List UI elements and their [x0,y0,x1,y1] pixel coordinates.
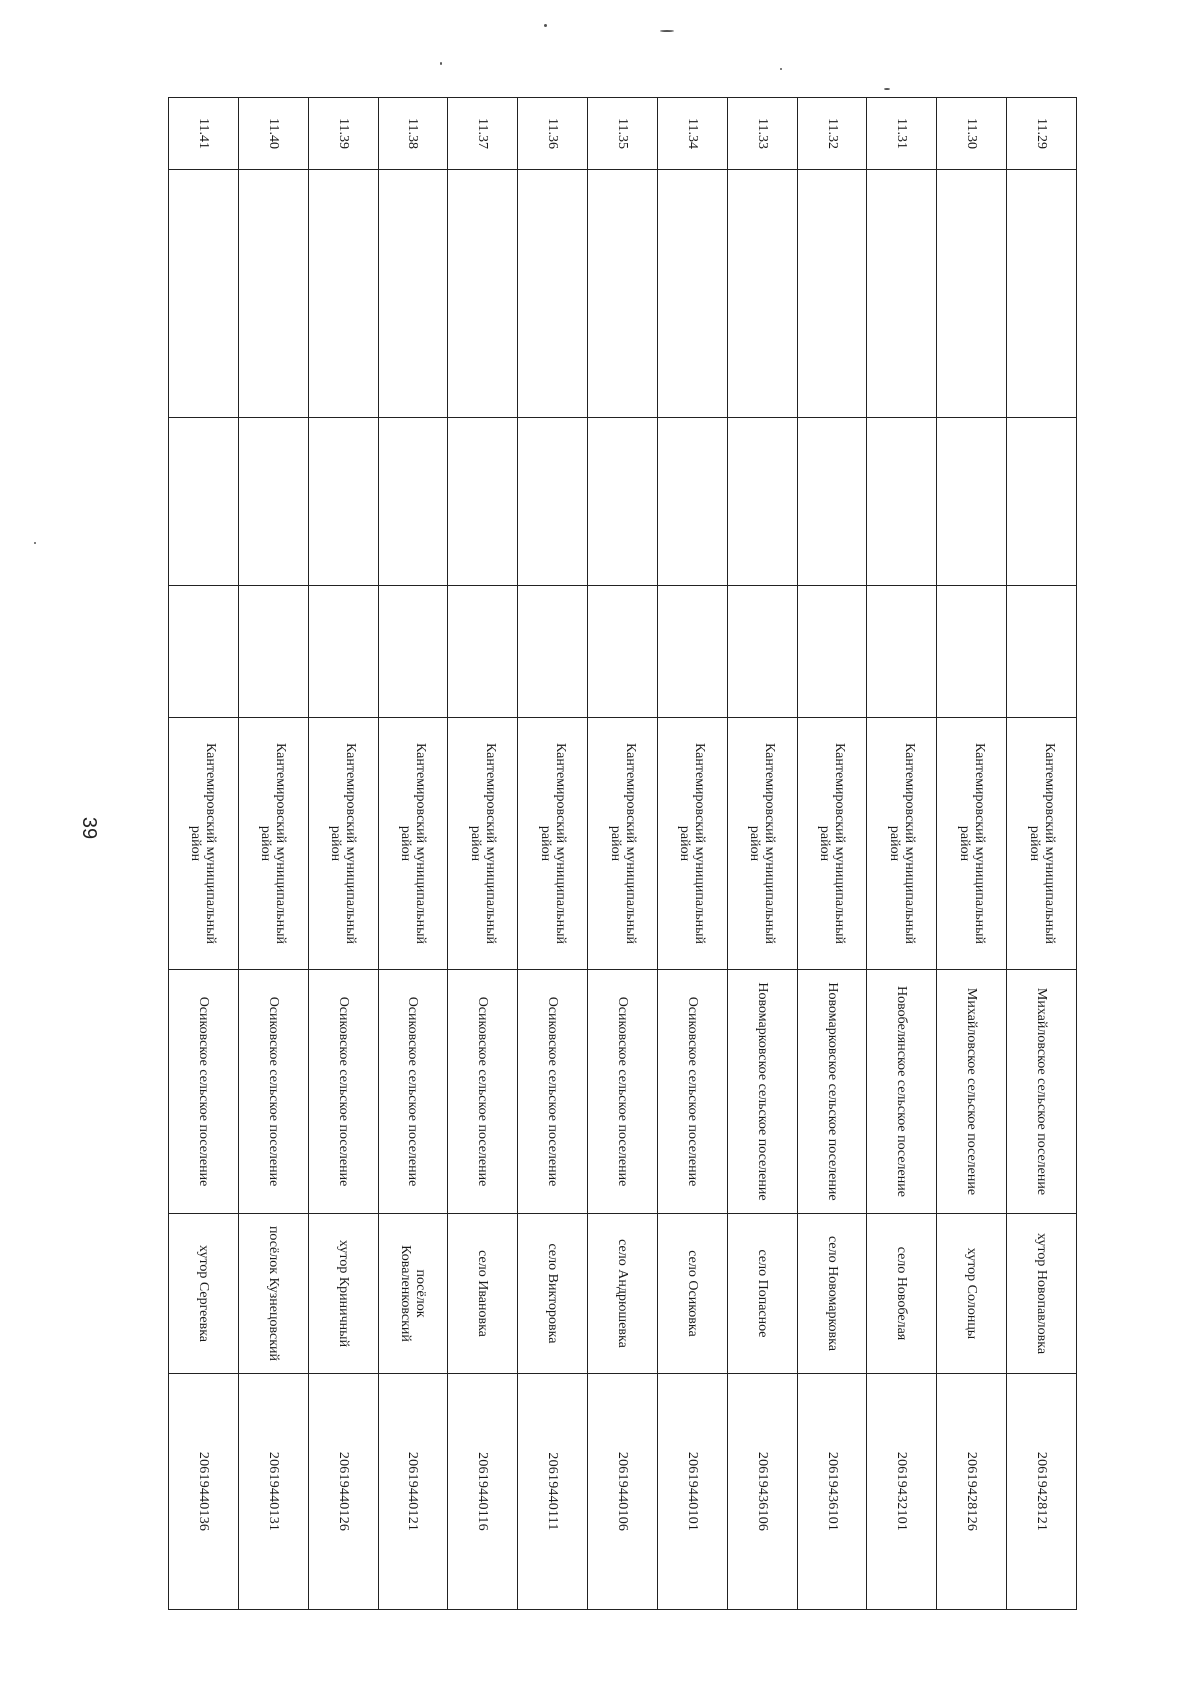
oktmo-code-cell: 20619440106 [588,1374,658,1610]
locality-cell: хутор Сергеевка [169,1214,239,1374]
empty-cell [867,586,937,718]
scan-speck [34,542,36,544]
oktmo-code-cell: 20619432101 [867,1374,937,1610]
oktmo-code-cell: 20619428121 [1007,1374,1077,1610]
district-cell: Кантемировский муниципальный район [308,718,378,970]
district-cell: Кантемировский муниципальный район [797,718,867,970]
district-cell: Кантемировский муниципальный район [378,718,448,970]
table-row [867,98,937,1610]
oktmo-code-cell: 20619436106 [727,1374,797,1610]
oktmo-code-cell: 20619440136 [169,1374,239,1610]
oktmo-code-cell: 20619428126 [937,1374,1007,1610]
table-row [169,98,239,1610]
district-cell: Кантемировский муниципальный район [727,718,797,970]
table-row [727,98,797,1610]
row-number: 11.32 [797,98,867,170]
empty-cell [937,418,1007,586]
empty-cell [448,418,518,586]
district-cell: Кантемировский муниципальный район [169,718,239,970]
table-row [378,98,448,1610]
locality-cell: хутор Солонцы [937,1214,1007,1374]
oktmo-code-cell: 20619440111 [518,1374,588,1610]
locality-cell: село Викторовка [518,1214,588,1374]
empty-cell [657,170,727,418]
settlement-cell: Новобелянское сельское поселение [867,970,937,1214]
empty-cell [518,586,588,718]
row-number: 11.39 [308,98,378,170]
locality-cell: посёлок Кузнецовский [238,1214,308,1374]
empty-cell [378,418,448,586]
row-number: 11.31 [867,98,937,170]
scan-speck [884,88,890,90]
empty-cell [867,418,937,586]
row-number: 11.41 [169,98,239,170]
table-row [448,98,518,1610]
document-table-container [168,97,1077,1609]
locality-cell: село Осиковка [657,1214,727,1374]
settlement-cell: Осиковское сельское поселение [169,970,239,1214]
row-number: 11.36 [518,98,588,170]
locality-cell: хутор Новопавловка [1007,1214,1077,1374]
empty-cell [238,170,308,418]
scan-speck [544,24,547,27]
scan-speck [660,30,674,32]
table-row [518,98,588,1610]
district-cell: Кантемировский муниципальный район [448,718,518,970]
oktmo-code-cell: 20619440126 [308,1374,378,1610]
row-number: 11.29 [1007,98,1077,170]
settlement-cell: Михайловское сельское поселение [937,970,1007,1214]
district-cell: Кантемировский муниципальный район [657,718,727,970]
oktmo-code-cell: 20619440101 [657,1374,727,1610]
settlement-cell: Осиковское сельское поселение [518,970,588,1214]
settlement-cell: Новомарковское сельское поселение [797,970,867,1214]
empty-cell [518,170,588,418]
locality-cell: село Новомарковка [797,1214,867,1374]
table-body [169,98,1077,1610]
district-cell: Кантемировский муниципальный район [937,718,1007,970]
empty-cell [169,170,239,418]
district-cell: Кантемировский муниципальный район [518,718,588,970]
empty-cell [378,170,448,418]
row-number: 11.37 [448,98,518,170]
district-cell: Кантемировский муниципальный район [1007,718,1077,970]
row-number: 11.35 [588,98,658,170]
table-row [238,98,308,1610]
table-row [797,98,867,1610]
oktmo-code-cell: 20619436101 [797,1374,867,1610]
locality-cell: село Попасное [727,1214,797,1374]
district-cell: Кантемировский муниципальный район [867,718,937,970]
empty-cell [308,418,378,586]
empty-cell [169,586,239,718]
district-cell: Кантемировский муниципальный район [588,718,658,970]
settlements-table [168,97,1077,1610]
table-row [1007,98,1077,1610]
empty-cell [308,586,378,718]
empty-cell [797,418,867,586]
empty-cell [727,586,797,718]
locality-cell: посёлок Коваленковский [378,1214,448,1374]
settlement-cell: Осиковское сельское поселение [308,970,378,1214]
empty-cell [588,170,658,418]
row-number: 11.34 [657,98,727,170]
page-number: 39 [78,816,100,840]
empty-cell [518,418,588,586]
empty-cell [937,170,1007,418]
empty-cell [448,586,518,718]
row-number: 11.30 [937,98,1007,170]
oktmo-code-cell: 20619440116 [448,1374,518,1610]
locality-cell: село Ивановка [448,1214,518,1374]
oktmo-code-cell: 20619440131 [238,1374,308,1610]
table-row [937,98,1007,1610]
scan-speck [440,62,442,65]
empty-cell [588,418,658,586]
district-cell: Кантемировский муниципальный район [238,718,308,970]
settlement-cell: Осиковское сельское поселение [657,970,727,1214]
empty-cell [727,418,797,586]
settlement-cell: Осиковское сельское поселение [588,970,658,1214]
settlement-cell: Михайловское сельское поселение [1007,970,1077,1214]
table-row [588,98,658,1610]
empty-cell [727,170,797,418]
row-number: 11.40 [238,98,308,170]
empty-cell [448,170,518,418]
row-number: 11.38 [378,98,448,170]
settlement-cell: Осиковское сельское поселение [448,970,518,1214]
empty-cell [588,586,658,718]
empty-cell [937,586,1007,718]
settlement-cell: Осиковское сельское поселение [378,970,448,1214]
empty-cell [1007,170,1077,418]
settlement-cell: Осиковское сельское поселение [238,970,308,1214]
empty-cell [657,586,727,718]
empty-cell [867,170,937,418]
locality-cell: село Андрюшевка [588,1214,658,1374]
table-row [308,98,378,1610]
empty-cell [308,170,378,418]
empty-cell [378,586,448,718]
locality-cell: село Новобелая [867,1214,937,1374]
settlement-cell: Новомарковское сельское поселение [727,970,797,1214]
empty-cell [169,418,239,586]
empty-cell [1007,586,1077,718]
oktmo-code-cell: 20619440121 [378,1374,448,1610]
empty-cell [1007,418,1077,586]
empty-cell [797,170,867,418]
empty-cell [238,586,308,718]
empty-cell [797,586,867,718]
scan-speck [780,68,782,70]
empty-cell [238,418,308,586]
row-number: 11.33 [727,98,797,170]
empty-cell [657,418,727,586]
table-row [657,98,727,1610]
locality-cell: хутор Криничный [308,1214,378,1374]
